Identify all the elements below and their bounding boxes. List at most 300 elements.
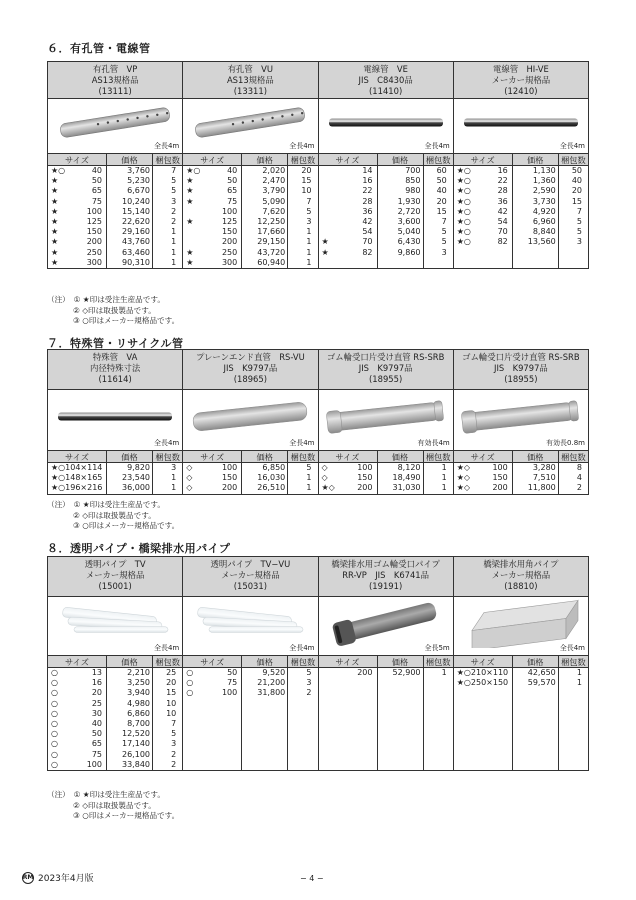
table-row <box>48 166 182 176</box>
product-mark: ○ <box>51 688 58 698</box>
price-header: 価格 <box>241 451 287 462</box>
table-body <box>319 463 453 494</box>
qty-cell: 20 <box>558 186 588 196</box>
price-cell: 6,960 <box>512 217 558 227</box>
size-value: 65 <box>91 739 102 749</box>
product-mark: ◇ <box>321 473 328 483</box>
product-column <box>318 62 453 268</box>
qty-cell: 10 <box>152 699 182 709</box>
price-cell: 31,030 <box>377 483 423 493</box>
product-mark: ★○ <box>51 166 66 175</box>
price-cell: 6,860 <box>106 709 152 719</box>
table-header-row <box>319 451 453 463</box>
size-value: 100 <box>86 759 102 769</box>
product-code: (13111) <box>98 86 132 96</box>
price-cell: 29,160 <box>106 227 152 237</box>
product-header <box>48 62 182 99</box>
size-value: 14 <box>362 166 373 175</box>
qty-cell: 3 <box>152 197 182 207</box>
table-row <box>319 237 453 247</box>
size-value: 100 <box>221 688 238 698</box>
size-header: サイズ <box>200 155 225 165</box>
product-mark <box>319 186 337 196</box>
size-cell <box>454 678 512 688</box>
size-cell <box>454 217 512 227</box>
product-standard: JIS K9797品 <box>493 363 548 373</box>
size-cell <box>454 463 512 473</box>
price-cell: 2,720 <box>377 207 423 217</box>
size-value: 70 <box>362 237 373 247</box>
size-header: サイズ <box>65 155 89 165</box>
product-mark: ○ <box>51 698 58 708</box>
table-row <box>48 248 182 258</box>
price-cell: 3,250 <box>106 678 152 688</box>
product-mark <box>319 227 337 237</box>
qty-cell: 1 <box>287 473 317 483</box>
product-image <box>454 597 588 656</box>
size-cell <box>319 668 377 678</box>
size-value: 200 <box>221 237 238 247</box>
qty-cell: 60 <box>423 166 453 176</box>
length-label: 全長4m <box>559 644 585 652</box>
price-cell: 13,560 <box>512 237 558 247</box>
product-code: (18810) <box>504 581 538 591</box>
qty-cell: 3 <box>152 463 182 473</box>
table-row <box>183 186 317 196</box>
product-mark <box>319 166 337 176</box>
qty-cell: 50 <box>423 176 453 186</box>
product-header <box>319 62 453 99</box>
size-cell <box>48 248 106 258</box>
price-cell: 2,210 <box>106 668 152 678</box>
size-cell <box>48 719 106 729</box>
size-value: 75 <box>91 749 102 759</box>
qty-cell: 1 <box>287 237 317 247</box>
size-cell <box>183 473 241 483</box>
size-value: 150 <box>86 227 102 237</box>
table-row <box>454 197 588 207</box>
product-code: (19191) <box>369 581 403 591</box>
size-value: 30 <box>91 708 102 718</box>
size-cell <box>183 248 241 258</box>
qty-cell: 15 <box>423 207 453 217</box>
qty-header: 梱包数 <box>287 451 317 462</box>
product-name: 有孔管 VU <box>227 64 274 74</box>
table-body <box>183 668 317 770</box>
table-row <box>454 473 588 483</box>
size-value: 100 <box>221 463 238 472</box>
pipe-image <box>454 597 588 648</box>
size-header: サイズ <box>65 452 89 462</box>
note-line: ③ ○印はメーカー規格品です。 <box>73 521 180 530</box>
filler-cell <box>423 258 453 268</box>
size-header: サイズ <box>335 452 360 462</box>
product-mark: ★○ <box>456 206 471 216</box>
qty-cell: 5 <box>558 227 588 237</box>
qty-cell: 10 <box>287 186 317 196</box>
filler-cell <box>319 678 377 770</box>
qty-cell: 3 <box>152 739 182 749</box>
price-cell: 5,230 <box>106 176 152 186</box>
table-row <box>454 463 588 473</box>
price-cell: 36,000 <box>106 483 152 493</box>
product-name: 透明パイプ TV−VU <box>210 559 291 569</box>
notes <box>47 500 179 532</box>
size-cell <box>183 463 241 473</box>
filler-cell <box>558 248 588 268</box>
product-header <box>454 557 588 597</box>
price-cell: 4,980 <box>106 699 152 709</box>
product-mark: ◇ <box>321 463 328 472</box>
table-header-row <box>183 451 317 463</box>
qty-header: 梱包数 <box>558 656 588 667</box>
table-row <box>48 473 182 483</box>
product-mark: ★○ <box>51 463 66 472</box>
product-standard: AS13規格品 <box>226 75 274 85</box>
table-row <box>183 197 317 207</box>
price-cell: 43,760 <box>106 237 152 247</box>
size-value: 36 <box>497 196 508 206</box>
product-header <box>48 557 182 597</box>
size-cell <box>319 483 377 493</box>
size-cell <box>48 227 106 237</box>
product-mark: ★ <box>51 247 59 257</box>
product-mark: ★◇ <box>321 483 335 493</box>
product-mark: ○ <box>186 678 194 688</box>
size-cell <box>48 186 106 196</box>
size-header: サイズ <box>470 657 495 667</box>
product-column <box>318 557 453 770</box>
table-row <box>48 668 182 678</box>
size-value: 75 <box>91 196 102 206</box>
product-mark <box>183 207 201 217</box>
price-cell: 6,670 <box>106 186 152 196</box>
product-mark <box>319 176 337 186</box>
size-cell <box>48 176 106 186</box>
price-cell: 3,600 <box>377 217 423 227</box>
product-mark: ★◇ <box>456 473 471 483</box>
qty-cell: 20 <box>287 166 317 176</box>
length-label: 全長4m <box>289 644 315 652</box>
size-value: 150 <box>492 473 508 483</box>
qty-cell: 5 <box>558 217 588 227</box>
product-header <box>183 557 317 597</box>
product-mark: ◇ <box>186 483 193 493</box>
price-cell: 90,310 <box>106 258 152 268</box>
size-cell <box>48 699 106 709</box>
length-label: 有効長0.8m <box>546 439 585 447</box>
price-cell: 59,570 <box>512 678 558 688</box>
table-row <box>48 688 182 698</box>
price-cell: 60,940 <box>241 258 287 268</box>
qty-cell: 25 <box>152 668 182 678</box>
size-cell <box>48 483 106 493</box>
filler-cell <box>241 699 287 770</box>
size-value: 300 <box>86 257 102 267</box>
size-cell <box>48 729 106 739</box>
product-name: 特殊管 VA <box>92 352 138 362</box>
size-cell <box>183 186 241 196</box>
price-cell: 15,140 <box>106 207 152 217</box>
price-cell: 26,100 <box>106 750 152 760</box>
product-column <box>48 62 182 268</box>
size-value: 75 <box>227 196 238 206</box>
size-value: 200 <box>221 483 238 493</box>
product-image <box>183 390 317 451</box>
size-value: 20 <box>91 688 102 698</box>
table-row <box>319 473 453 483</box>
size-value: 200 <box>492 483 508 493</box>
product-header <box>183 350 317 390</box>
product-mark: ★ <box>51 196 59 206</box>
size-value: 22 <box>497 176 508 186</box>
product-mark: ○ <box>51 708 58 718</box>
table-row <box>183 483 317 493</box>
table-row <box>48 186 182 196</box>
product-mark: ★◇ <box>456 463 471 472</box>
size-value: 250×150 <box>470 678 509 688</box>
size-cell <box>454 186 512 196</box>
section-title: ７．特殊管・リサイクル管 <box>47 337 184 350</box>
table-row <box>48 739 182 749</box>
table-row <box>319 227 453 237</box>
length-label: 全長4m <box>153 644 180 652</box>
product-image <box>454 99 588 154</box>
size-cell <box>454 176 512 186</box>
table-row <box>48 699 182 709</box>
product-mark: ★ <box>51 216 59 226</box>
size-cell <box>183 688 241 698</box>
qty-cell: 1 <box>152 227 182 237</box>
product-mark: ★ <box>321 247 329 257</box>
product-mark: ★ <box>186 216 194 226</box>
qty-cell: 2 <box>152 750 182 760</box>
price-header: 価格 <box>512 154 558 165</box>
price-cell: 7,510 <box>512 473 558 483</box>
product-image <box>454 390 588 451</box>
size-cell <box>183 258 241 268</box>
price-cell: 3,790 <box>241 186 287 196</box>
table-row <box>48 760 182 770</box>
table-body <box>454 463 588 494</box>
product-code: (15031) <box>233 581 267 591</box>
table-header-row <box>183 154 317 166</box>
product-column <box>453 557 588 770</box>
size-value: 25 <box>91 698 102 708</box>
filler-cell <box>377 258 423 268</box>
size-cell <box>48 237 106 247</box>
table-row <box>454 678 588 688</box>
price-cell: 31,800 <box>241 688 287 698</box>
size-value: 100 <box>221 206 238 216</box>
table-filler <box>183 699 317 770</box>
table-row <box>454 186 588 196</box>
price-header: 価格 <box>377 451 423 462</box>
size-cell <box>48 678 106 688</box>
product-mark <box>319 217 337 227</box>
size-cell <box>319 237 377 247</box>
table-filler <box>454 248 588 268</box>
table-body <box>48 668 182 770</box>
price-cell: 6,430 <box>377 237 423 247</box>
table-row <box>319 207 453 217</box>
product-header <box>319 350 453 390</box>
table-row <box>48 237 182 247</box>
filler-cell <box>512 688 558 770</box>
size-value: 50 <box>91 729 102 739</box>
product-image <box>183 99 317 154</box>
edition-label: 2023年4月版 <box>38 874 94 884</box>
qty-cell: 7 <box>423 217 453 227</box>
price-cell: 17,140 <box>106 739 152 749</box>
table-row <box>48 729 182 739</box>
size-value: 13 <box>91 668 102 677</box>
qty-cell: 8 <box>558 463 588 473</box>
notes <box>47 295 179 327</box>
product-column <box>453 350 588 494</box>
table-body <box>48 463 182 494</box>
table-body <box>319 166 453 268</box>
qty-cell: 5 <box>423 227 453 237</box>
size-cell <box>183 207 241 217</box>
table-row <box>319 248 453 258</box>
table-row <box>183 688 317 698</box>
size-cell <box>183 176 241 186</box>
qty-cell: 15 <box>287 176 317 186</box>
product-column <box>48 557 182 770</box>
price-cell: 16,030 <box>241 473 287 483</box>
product-table <box>47 349 589 495</box>
table-row <box>48 709 182 719</box>
table-row <box>319 668 453 678</box>
qty-cell: 1 <box>152 248 182 258</box>
table-row <box>48 483 182 493</box>
product-mark: ★ <box>51 176 59 186</box>
size-header: サイズ <box>335 657 360 667</box>
qty-cell: 1 <box>152 258 182 268</box>
table-filler <box>454 688 588 770</box>
price-cell: 1,360 <box>512 176 558 186</box>
product-mark: ★○ <box>456 227 471 237</box>
size-cell <box>319 166 377 176</box>
table-row <box>319 186 453 196</box>
size-value: 65 <box>91 186 102 196</box>
pipe-image <box>183 99 317 146</box>
qty-cell: 5 <box>152 186 182 196</box>
price-cell: 1,130 <box>512 166 558 176</box>
qty-cell: 5 <box>423 237 453 247</box>
size-cell <box>454 483 512 493</box>
table-row <box>454 483 588 493</box>
product-mark: ★○ <box>456 186 471 196</box>
product-name: 有孔管 VP <box>92 64 138 74</box>
price-header: 価格 <box>377 154 423 165</box>
table-row <box>48 258 182 268</box>
qty-header: 梱包数 <box>287 154 317 165</box>
table-header-row <box>48 154 182 166</box>
qty-cell: 3 <box>287 217 317 227</box>
table-row <box>48 207 182 217</box>
product-mark: ◇ <box>186 473 193 483</box>
price-cell: 3,940 <box>106 688 152 698</box>
product-mark: ★○ <box>456 668 471 677</box>
qty-cell: 15 <box>152 688 182 698</box>
table-header-row <box>183 656 317 668</box>
product-image <box>48 99 182 154</box>
qty-cell: 3 <box>287 678 317 688</box>
price-cell: 3,280 <box>512 463 558 473</box>
table-row <box>454 176 588 186</box>
product-standard: JIS K9797品 <box>223 363 278 373</box>
table-header-row <box>319 154 453 166</box>
size-value: 40 <box>91 166 102 175</box>
size-value: 125 <box>86 216 102 226</box>
table-row <box>183 217 317 227</box>
product-mark: ○ <box>51 749 58 759</box>
price-cell: 43,720 <box>241 248 287 258</box>
qty-cell: 40 <box>558 176 588 186</box>
qty-header: 梱包数 <box>423 451 453 462</box>
pipe-image <box>183 390 317 443</box>
size-value: 125 <box>221 216 238 226</box>
price-cell: 2,590 <box>512 186 558 196</box>
product-code: (12410) <box>504 86 538 96</box>
table-row <box>48 176 182 186</box>
product-mark: ○ <box>51 678 58 688</box>
table-body <box>454 166 588 268</box>
product-mark: ★○ <box>456 216 471 226</box>
product-name: ゴム輪受口片受け直管 RS-SRB <box>326 352 445 362</box>
length-label: 全長4m <box>289 439 315 447</box>
table-row <box>48 217 182 227</box>
length-label: 全長4m <box>424 142 450 150</box>
size-value: 28 <box>362 196 373 206</box>
qty-cell: 7 <box>152 719 182 729</box>
filler-cell <box>183 699 241 770</box>
size-value: 54 <box>497 216 508 226</box>
size-cell <box>48 473 106 483</box>
table-row <box>183 258 317 268</box>
table-row <box>183 668 317 678</box>
table-row <box>183 678 317 688</box>
price-header: 価格 <box>106 451 152 462</box>
size-value: 42 <box>362 216 373 226</box>
price-cell: 5,090 <box>241 197 287 207</box>
filler-cell <box>377 678 423 770</box>
table-row <box>319 483 453 493</box>
qty-cell: 5 <box>287 207 317 217</box>
pipe-image <box>454 390 588 443</box>
size-cell <box>48 258 106 268</box>
table-body <box>319 668 453 770</box>
table-row <box>319 166 453 176</box>
product-column <box>182 557 317 770</box>
table-row <box>454 227 588 237</box>
product-column <box>318 350 453 494</box>
table-row <box>183 237 317 247</box>
note-line: ③ ○印はメーカー規格品です。 <box>73 316 180 325</box>
table-row <box>183 473 317 483</box>
size-cell <box>48 166 106 176</box>
product-column <box>182 62 317 268</box>
size-cell <box>183 227 241 237</box>
qty-cell: 50 <box>558 166 588 176</box>
qty-cell: 40 <box>423 186 453 196</box>
size-value: 16 <box>497 166 508 175</box>
qty-cell: 2 <box>152 760 182 770</box>
qty-cell: 1 <box>152 483 182 493</box>
size-value: 50 <box>227 176 238 186</box>
